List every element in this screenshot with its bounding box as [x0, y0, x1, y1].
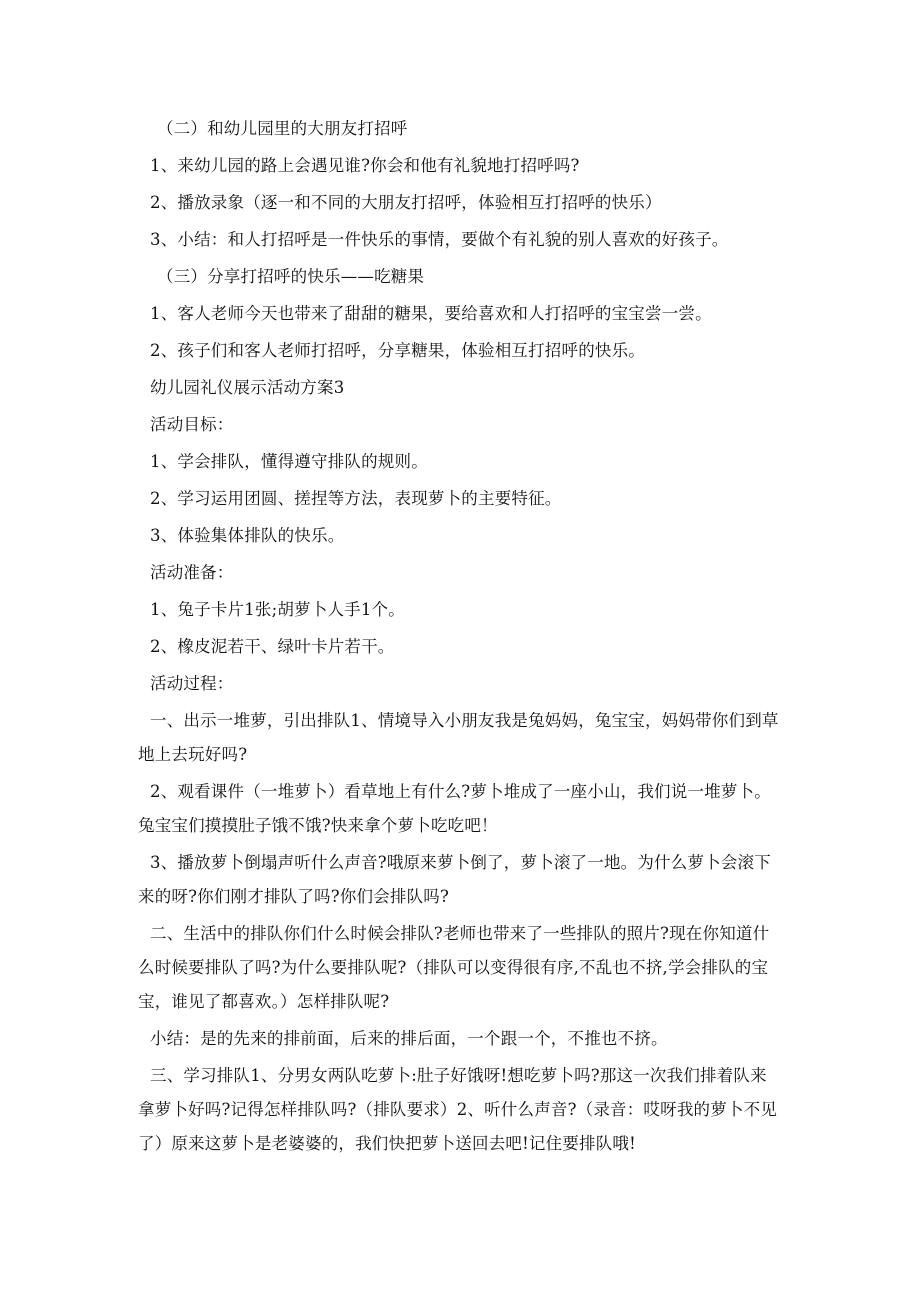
paragraph: 二、生活中的排队你们什么时候会排队?老师也带来了一些排队的照片?现在你知道什 [150, 924, 770, 943]
paragraph: 1、客人老师今天也带来了甜甜的糖果，要给喜欢和人打招呼的宝宝尝一尝。 [150, 304, 712, 323]
paragraph-continuation: 兔宝宝们摸摸肚子饿不饿?快来拿个萝卜吃吃吧！ [138, 816, 498, 835]
paragraph: 2、学习运用团圆、搓捏等方法，表现萝卜的主要特征。 [150, 489, 562, 508]
section-heading-3: （三）分享打招呼的快乐——吃糖果 [157, 267, 425, 286]
paragraph: 小结：是的先来的排前面，后来的排后面，一个跟一个，不推也不挤。 [150, 1029, 668, 1048]
subheading-process: 活动过程： [150, 674, 234, 693]
plan-title: 幼儿园礼仪展示活动方案3 [150, 378, 345, 397]
paragraph: 3、小结：和人打招呼是一件快乐的事情，要做个有礼貌的别人喜欢的好孩子。 [150, 230, 729, 249]
paragraph-continuation: 拿萝卜好吗?记得怎样排队吗?（排队要求）2、听什么声音?（录音：哎呀我的萝卜不见 [138, 1100, 778, 1119]
paragraph: 三、学习排队1、分男女两队吃萝卜:肚子好饿呀!想吃萝卜吗?那这一次我们排着队来 [150, 1066, 767, 1085]
paragraph: 1、来幼儿园的路上会遇见谁?你会和他有礼貌地打招呼吗? [150, 156, 580, 175]
paragraph: 3、体验集体排队的快乐。 [150, 526, 345, 545]
section-heading-2: （二）和幼儿园里的大朋友打招呼 [157, 119, 408, 138]
paragraph-continuation: 么时候要排队了吗?为什么要排队呢?（排队可以变得很有序,不乱也不挤,学会排队的宝 [138, 958, 769, 977]
paragraph-continuation: 地上去玩好吗? [138, 745, 248, 764]
paragraph: 2、孩子们和客人老师打招呼，分享糖果，体验相互打招呼的快乐。 [150, 341, 645, 360]
paragraph: 一、出示一堆萝，引出排队1、情境导入小朋友我是兔妈妈，兔宝宝，妈妈带你们到草 [150, 711, 779, 730]
subheading-goals: 活动目标： [150, 415, 234, 434]
paragraph: 2、播放录象（逐一和不同的大朋友打招呼，体验相互打招呼的快乐） [150, 193, 662, 212]
paragraph: 2、观看课件（一堆萝卜）看草地上有什么?萝卜堆成了一座小山，我们说一堆萝卜。 [150, 782, 771, 801]
paragraph-continuation: 来的呀?你们刚才排队了吗?你们会排队吗? [138, 887, 450, 906]
paragraph: 1、学会排队，懂得遵守排队的规则。 [150, 452, 428, 471]
paragraph: 2、橡皮泥若干、绿叶卡片若干。 [150, 637, 395, 656]
paragraph-continuation: 宝，谁见了都喜欢。）怎样排队呢? [138, 992, 390, 1011]
subheading-preparation: 活动准备： [150, 563, 234, 582]
paragraph-continuation: 了）原来这萝卜是老婆婆的，我们快把萝卜送回去吧!记住要排队哦! [138, 1134, 636, 1153]
paragraph: 1、兔子卡片1张;胡萝卜人手1个。 [150, 600, 405, 619]
paragraph: 3、播放萝卜倒塌声听什么声音?哦原来萝卜倒了，萝卜滚了一地。为什么萝卜会滚下 [150, 853, 771, 872]
